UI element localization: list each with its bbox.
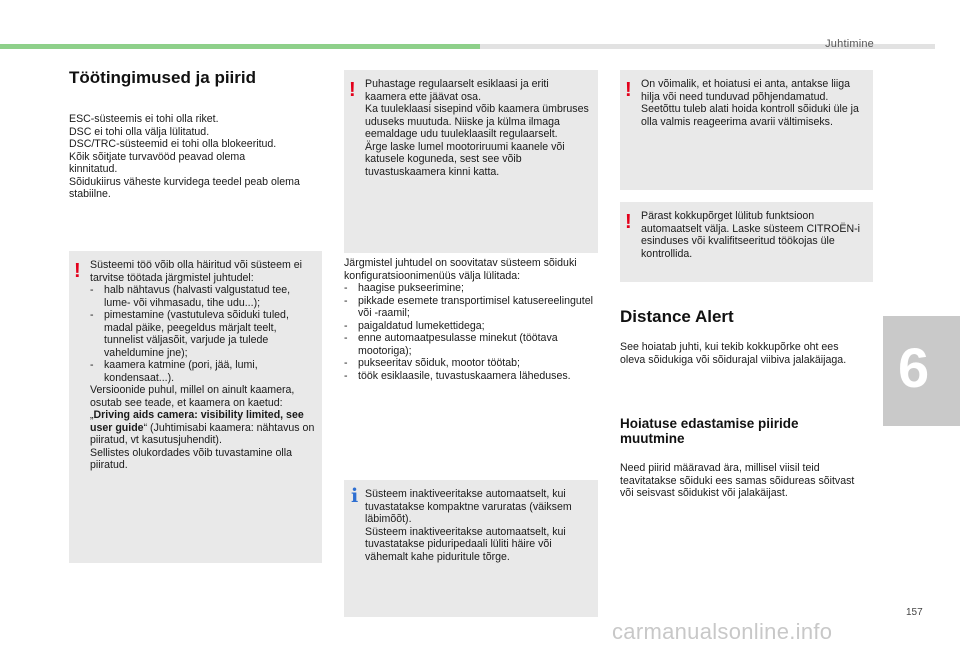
list-item: - kaamera katmine (pori, jää, lumi, kondensaat...).	[90, 359, 316, 384]
box-line: Süsteem inaktiveeritakse automaatselt, kui tuvastatakse kompaktne varuratas (väiksem läbimõõt).	[365, 488, 572, 525]
list-item: - halb nähtavus (halvasti valgustatud tee, lume- või vihmasadu, tihe udu...);	[90, 284, 316, 309]
warning-icon: !	[349, 79, 356, 101]
header-accent-bar	[0, 44, 480, 49]
intro-text	[69, 113, 319, 201]
camera-message-paragraph	[90, 384, 316, 447]
list-item: - töök esiklaasile, tuvastuskaamera läheduses.	[344, 370, 598, 383]
info-box-auto-deactivation	[344, 480, 598, 617]
intro-line: Sõidukiirus väheste kurvidega teedel peab olema stabiilne.	[69, 175, 300, 200]
watermark: carmanualsonline.info	[612, 619, 833, 644]
intro-line: DSC ei tohi olla välja lülitatud.	[69, 125, 210, 138]
warning-box-conditions	[69, 251, 322, 563]
box-line: Puhastage regulaarselt esiklaasi ja eriti kaamera ette jäävat osa.	[365, 78, 549, 103]
camera-message-after: “ (Juhtimisabi kaamera: nähtavus on piiratud, vt kasutusjuhendit).	[90, 421, 315, 446]
list-item: - pimestamine (vastutuleva sõiduki tuled, madal päike, peegeldus märjalt teelt, tunnelist väljasõit, varjude ja tulede vaheldumine jne);	[90, 309, 316, 359]
list-item: - paigaldatud lumekettidega;	[344, 320, 598, 333]
box-line: Süsteem inaktiveeritakse automaatselt, kui tuvastatakse piduripedaali lüliti häire või vähemalt kahe piduritule tõrge.	[365, 525, 566, 563]
condition-list	[90, 284, 316, 384]
intro-line: Kõik sõitjate turvavööd peavad olema kinnitatud.	[69, 150, 246, 175]
intro-line: DSC/TRC-süsteemid ei tohi olla blokeeritud.	[69, 138, 277, 150]
chapter-number: 6	[898, 336, 930, 399]
warning-box-text	[365, 78, 592, 178]
list-item: - pikkade esemete transportimisel katusereelingutel või -raamil;	[344, 295, 598, 320]
info-icon: i	[351, 485, 359, 507]
list-item: - haagise pukseerimine;	[344, 282, 598, 295]
list-item: - enne automaatpesulasse minekut (töötava mootoriga);	[344, 332, 598, 357]
box-line: Pärast kokkupõrget lülitub funktsioon automaatselt välja. Laske süsteem CITROËN-i esinduses või kvalifitseeritud töökojas üle kontrollida.	[641, 210, 861, 260]
box-line: Seetõttu tuleb alati hoida kontroll sõiduki üle ja olla valmis reageerima avarii vältimiseks.	[641, 103, 859, 128]
page-number: 157	[906, 607, 923, 618]
deactivation-list	[344, 282, 598, 382]
section-label: Juhtimine	[825, 38, 874, 50]
box-line: Ärge laske lumel mootoriruumi kaanele või katusele koguneda, sest see võib tuvastuskaamera kinni katta.	[365, 140, 565, 178]
warning-box-text	[641, 210, 867, 260]
distance-alert-paragraph: See hoiatab juhti, kui tekib kokkupõrke oht ees oleva sõidukiga või sõidurajal viibiva jalakäijaga.	[620, 341, 847, 366]
closing-line: Sellistes olukordades võib tuvastamine olla piiratud.	[90, 446, 292, 471]
box-line: On võimalik, et hoiatusi ei anta, antakse liiga hilja või need tunduvad põhjendamatud.	[641, 78, 851, 103]
warning-box-text	[90, 259, 316, 472]
deactivation-intro: Järgmistel juhtudel on soovitatav süsteem sõiduki konfiguratsioonimenüüs välja lülitada:	[344, 257, 577, 282]
list-item: - pukseeritav sõiduk, mootor töötab;	[344, 357, 598, 370]
warning-icon: !	[74, 260, 81, 282]
alert-limits-paragraph: Need piirid määravad ära, millisel viisil teid teavitatakse sõiduki ees samas sõidureas sõitvast või seisvast sõidukist või jalakäijast.	[620, 462, 855, 499]
alert-limits-heading: Hoiatuse edastamise piiride muutmine	[620, 416, 799, 446]
camera-message-before: Versioonide puhul, millel on ainult kaamera, osutab see teade, et kaamera on kaetud: „	[90, 384, 295, 421]
distance-alert-heading: Distance Alert	[620, 307, 734, 326]
warning-icon: !	[625, 79, 632, 101]
warning-box-collision	[620, 202, 873, 282]
warning-box-text	[641, 78, 867, 128]
info-box-text	[365, 488, 592, 563]
warning-box-cleaning	[344, 70, 598, 253]
camera-message-bold: Driving aids camera: visibility limited, see user guide	[90, 409, 304, 434]
page-title: Töötingimused ja piirid	[69, 68, 256, 87]
warning-lead: Süsteemi töö võib olla häiritud või süsteem ei tarvitse töötada järgmistel juhtudel:	[90, 259, 302, 284]
box-line: Ka tuuleklaasi sisepind võib kaamera ümbruses uduseks muutuda. Niiske ja külma ilmaga eemaldage udu tuuleklaasilt regulaarselt.	[365, 103, 589, 140]
intro-line: ESC-süsteemis ei tohi olla riket.	[69, 113, 219, 125]
warning-icon: !	[625, 211, 632, 233]
warning-box-alerts	[620, 70, 873, 190]
deactivation-section	[344, 257, 598, 382]
